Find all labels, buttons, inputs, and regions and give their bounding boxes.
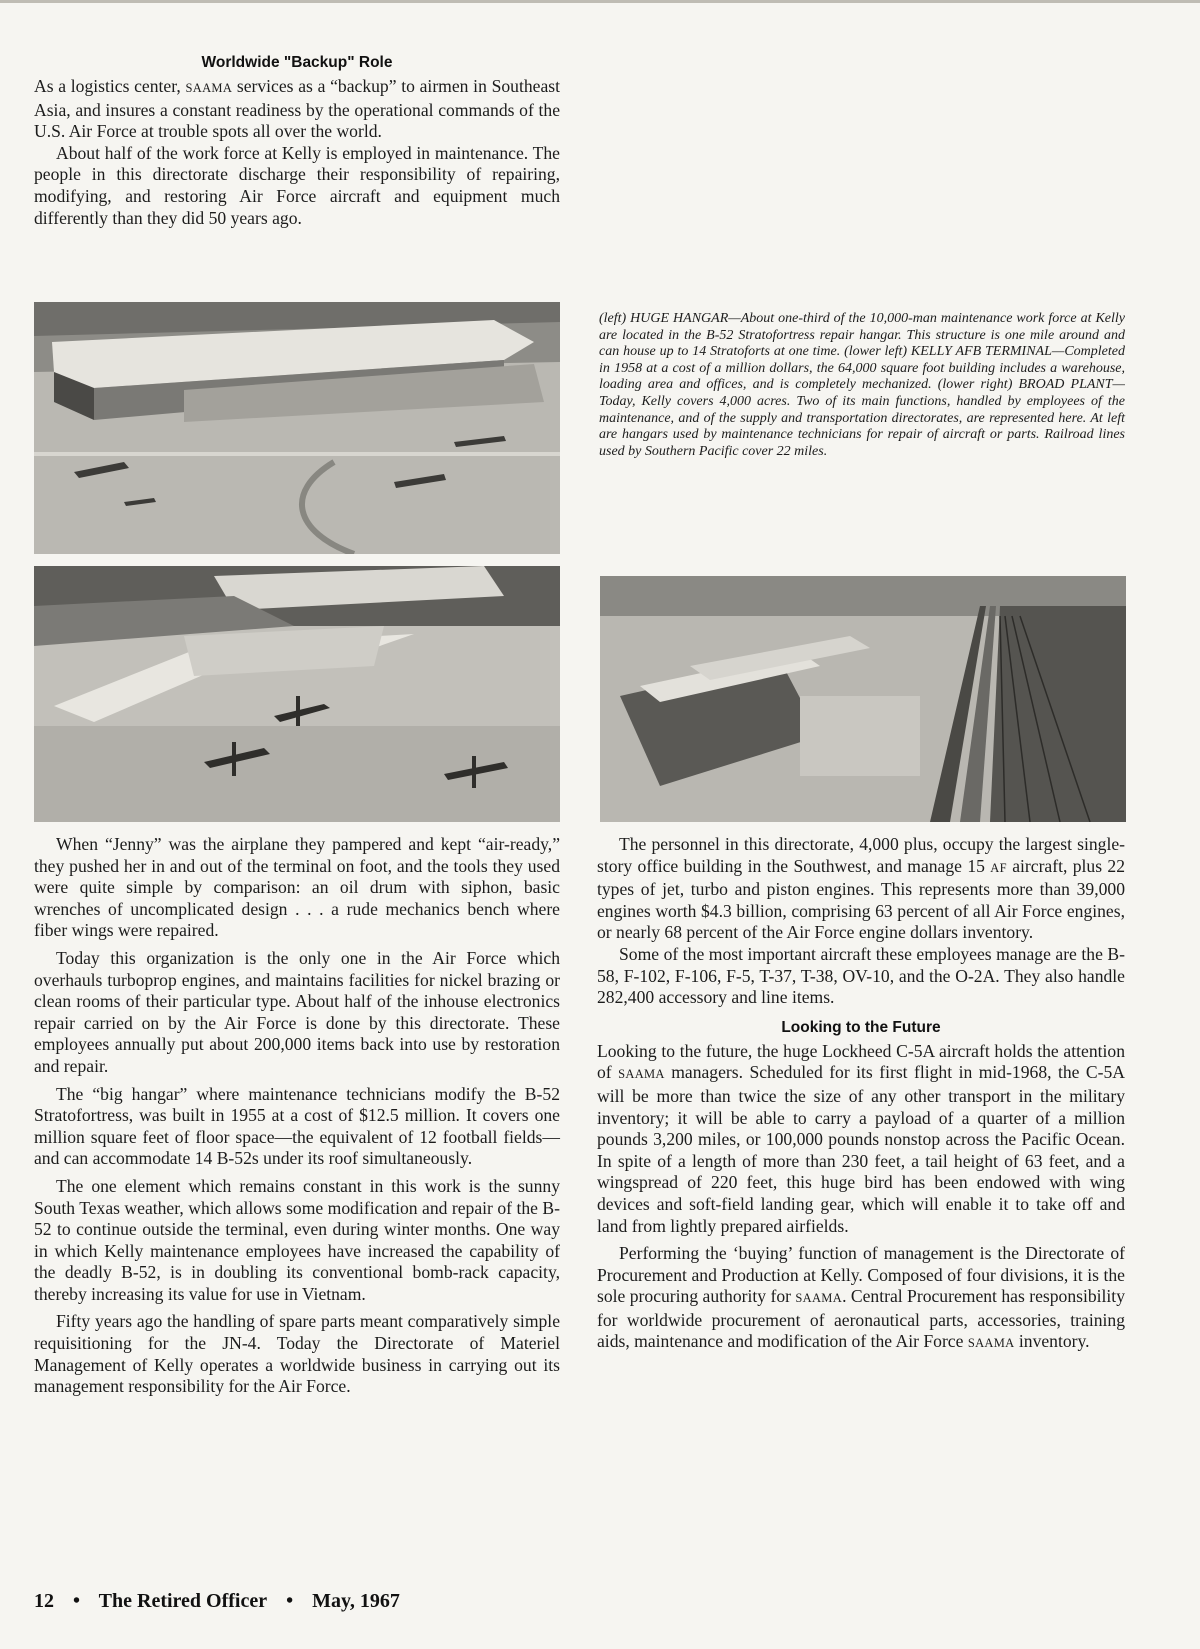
paragraph-personnel: The personnel in this directorate, 4,000 plus, occupy the largest single-story office building in the Southwest, and manage 15 AF aircraft, plus 22 types of jet, turbo and piston engines. This represents more than 39,000 engines worth $4.3 billion, comprising 63 percent of all Air Force engines, or nearly 68 percent of the Air Force engine dollars inventory. bbox=[597, 834, 1126, 943]
paragraph-jenny: When “Jenny” was the airplane they pampered and kept “air-ready,” they pushed her in and out of the terminal on foot, and the tools they used were quite simple by comparison: an oil drum with siphon, basic wrenches of uncomplicated design . . . a rude mechanics bench where fiber wings were repaired. bbox=[34, 834, 560, 941]
paragraph-c5a: Looking to the future, the huge Lockheed C-5A aircraft holds the attention of SAAMA managers. Scheduled for its first flight in mid-1968, the C-5A will be more than twice the size of any other transport in the military inventory; it will be able to carry a payload of a quarter of a million pounds 3,200 miles, or 100,000 pounds nonstop across the Pacific Ocean. In spite of a length of more than 230 feet, a tail height of 63 feet, and a wingspread of 220 feet, this huge bird has been endowed with wing devices and soft-field landing gear, which will enable it to take off and land from lightly prepared airfields. bbox=[597, 1040, 1125, 1236]
paragraph-big-hangar: The “big hangar” where maintenance technicians modify the B-52 Stratofortress, was built in 1955 at a cost of $12.5 million. It covers one million square feet of floor space—the equivalent of 12 football fields—and can accommodate 14 B-52s under its roof simultaneously. bbox=[34, 1083, 560, 1169]
caption-text: (left) HUGE HANGAR—About one-third of the 10,000-man maintenance work force at Kelly are located in the B-52 Stratofortress repair hangar. This structure is one mile around and can house up to 14 Stratoforts at one time. (lower left) KELLY AFB TERMINAL—Completed in 1958 at a cost of a million dollars, the 64,000 square foot building includes a warehouse, loading area and offices, and is completely mechanized. (lower right) BROAD PLANT—Today, Kelly covers 4,000 acres. Two of its main functions, handled by employees of the maintenance, and of the supply and transportation directorates, are represented here. At left are hangars used by maintenance technicians for repair of aircraft or parts. Railroad lines used by Southern Pacific cover 22 miles. bbox=[599, 311, 1125, 459]
paragraph-procurement: Performing the ‘buying’ function of management is the Directorate of Procurement and Production at Kelly. Composed of four divisions, it is the sole procuring authority for SAAMA. Central Procurement has responsibility for worldwide procurement of aeronautical parts, accessories, training aids, maintenance and modification of the Air Force SAAMA inventory. bbox=[597, 1243, 1125, 1352]
photo-kelly-afb-terminal bbox=[34, 566, 560, 822]
paragraph-important-aircraft: Some of the most important aircraft these employees manage are the B-58, F-102, F-106, F-5, T-37, T-38, OV-10, and the O-2A. They also handle 282,400 accessory and line items. bbox=[597, 943, 1125, 1008]
right-column-body bbox=[597, 834, 1125, 1355]
paragraph-turboprop: Today this organization is the only one in the Air Force which overhauls turboprop engines, and maintains facilities for nickel brazing or clean rooms of their particular type. About half of the inhouse electronics repair carried on by the Air Force is done by this directorate. These employees annually put about 200,000 items back into use by restoration and repair. bbox=[34, 947, 560, 1076]
page-number: 12 bbox=[34, 1590, 54, 1612]
page-footer bbox=[34, 1590, 414, 1613]
section-heading-future: Looking to the Future bbox=[781, 1018, 941, 1036]
section-worldwide-backup bbox=[34, 54, 560, 229]
photo-caption bbox=[599, 311, 1125, 460]
footer-bullet: • bbox=[286, 1590, 294, 1612]
section-heading-backup-role: Worldwide "Backup" Role bbox=[201, 54, 393, 71]
left-column-body bbox=[34, 834, 560, 1398]
photo-broad-plant bbox=[600, 576, 1126, 822]
publication-title: The Retired Officer bbox=[98, 1590, 268, 1612]
issue-date: May, 1967 bbox=[312, 1590, 400, 1612]
top-rule bbox=[0, 0, 1200, 3]
paragraph-spare-parts: Fifty years ago the handling of spare parts meant comparatively simple requisitioning for the JN-4. Today the Directorate of Materiel Management of Kelly operates a worldwide business in carrying out its management responsibility for the Air Force. bbox=[34, 1311, 560, 1397]
paragraph-south-texas-weather: The one element which remains constant in this work is the sunny South Texas weather, which allows some modification and repair of the B-52 to continue outside the terminal, even during winter months. One way in which Kelly maintenance employees have increased the capability of the deadly B-52, is in doubling its conventional bomb-rack capacity, thereby increasing its value for use in Vietnam. bbox=[34, 1175, 560, 1304]
footer-bullet: • bbox=[73, 1590, 81, 1612]
photo-huge-hangar bbox=[34, 302, 560, 554]
paragraph-maintenance-workforce: About half of the work force at Kelly is employed in maintenance. The people in this directorate discharge their responsibility of repairing, modifying, and restoring Air Force aircraft and equipment much differently than they did 50 years ago. bbox=[34, 142, 560, 228]
paragraph-logistics-center: As a logistics center, SAAMA services as a “backup” to airmen in Southeast Asia, and insures a constant readiness by the operational commands of the U.S. Air Force at trouble spots all over the world. bbox=[34, 76, 560, 142]
